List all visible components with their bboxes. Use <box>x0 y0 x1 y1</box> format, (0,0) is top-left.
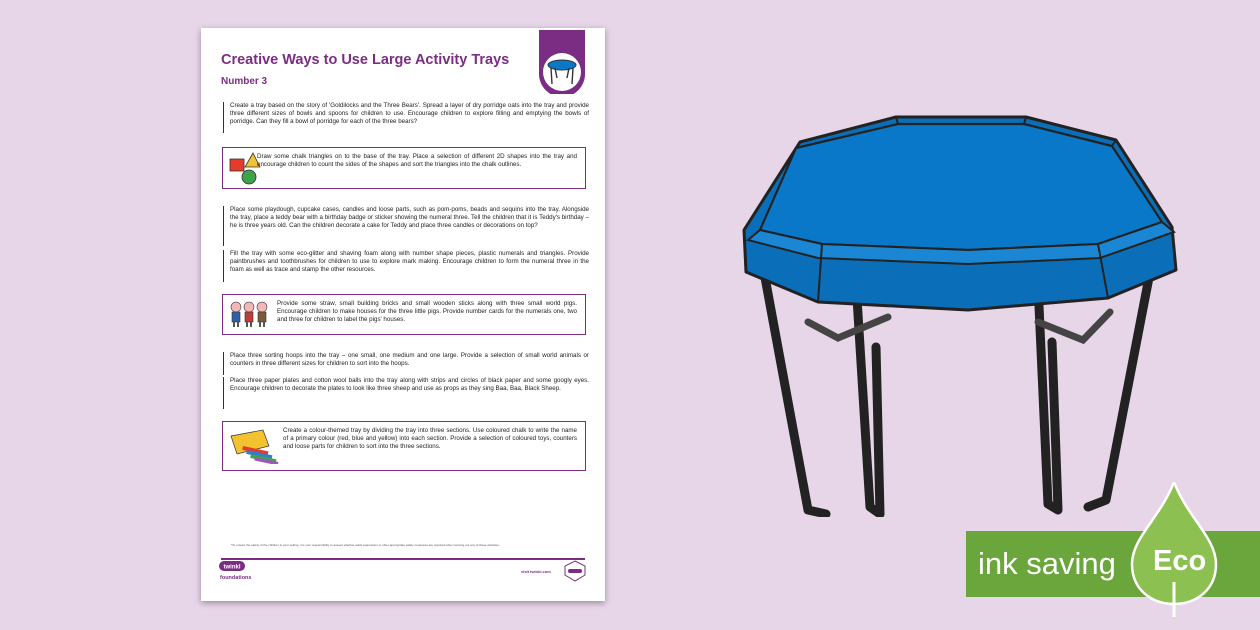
activity-tray-illustration <box>738 112 1180 517</box>
twinkl-foundations-logo <box>219 561 257 583</box>
chalk-box-icon <box>229 428 283 464</box>
idea-box-5 <box>222 294 586 335</box>
idea-text-3: Place some playdough, cupcake cases, candles and loose parts, such as pom-poms, beads and sequins into the tray. Alongside the tray, place a teddy bear with a birthday badge or sticker showing the numeral three. Tell the children that it is Teddy's birthday – he is three years old. Can the children decorate a cake for Teddy and place three candles or decorations on top? <box>223 206 589 246</box>
worksheet-subtitle: Number 3 <box>221 76 268 87</box>
safety-disclaimer: *To ensure the safety of the children in your setting, it is your responsibility to assess whether adult supervision or other appropriate safety measures are required when carrying out any of these activities. <box>231 543 500 547</box>
footer-divider <box>221 558 585 560</box>
ink-saving-label: ink saving <box>978 546 1116 581</box>
three-pigs-icon <box>229 299 269 329</box>
idea-text-1: Create a tray based on the story of 'Goldilocks and the Three Bears'. Spread a layer of dry porridge oats into the tray and provide three different sizes of bowls and spoons for children to use. Encourage children to explore filling and emptying the bowls of porridge. Can they fill a bowl of porridge for each of the three bears? <box>223 102 589 133</box>
idea-text-6: Place three sorting hoops into the tray – one small, one medium and one large. Provide a selection of small world animals or counters in three different sizes for children to sort into the hoops. <box>223 352 589 375</box>
tray-badge-icon <box>539 30 585 94</box>
idea-text-2: Draw some chalk triangles on to the base of the tray. Place a selection of different 2D shapes into the tray and encourage children to count the sides of the shapes and sort the triangles into the chalk outlines. <box>257 153 577 169</box>
worksheet-title: Creative Ways to Use Large Activity Trays <box>221 52 510 68</box>
idea-text-7: Place three paper plates and cotton wool balls into the tray along with strips and circles of black paper and some googly eyes. Encourage children to decorate the plates to look like three sheep and use as props as they sing Baa, Baa, Black Sheep. <box>223 377 589 409</box>
eco-word: Eco <box>1153 545 1207 577</box>
twinkl-badge-icon <box>563 560 587 582</box>
idea-box-8 <box>222 421 586 471</box>
idea-text-5: Provide some straw, small building bricks and small wooden sticks along with three small world pigs. Encourage children to make houses for the three little pigs. Provide number cards for the numerals one, two and three for children to label the pigs' houses. <box>277 300 577 324</box>
footer-logo-top: twinkl <box>223 564 241 571</box>
idea-text-8: Create a colour-themed tray by dividing the tray into three sections. Use coloured chalk to write the name of a primary colour (red, blue and yellow) into each section. Provide a selection of coloured toys, counters and loose parts for children to sort into the three sections. <box>283 427 577 451</box>
worksheet-preview <box>201 28 605 601</box>
eco-ink-saving-badge <box>966 482 1260 617</box>
idea-text-4: Fill the tray with some eco-glitter and shaving foam along with number shape pieces, plastic numerals and triangles. Provide paintbrushes and toothbrushes for children to use to explore mark making. Encourage children to form the numeral three in the foam as well as trace and stamp the other resources. <box>223 250 589 282</box>
idea-box-2 <box>222 147 586 189</box>
footer-logo-bottom: foundations <box>220 575 252 581</box>
footer-url[interactable]: visit twinkl.com <box>521 569 551 574</box>
